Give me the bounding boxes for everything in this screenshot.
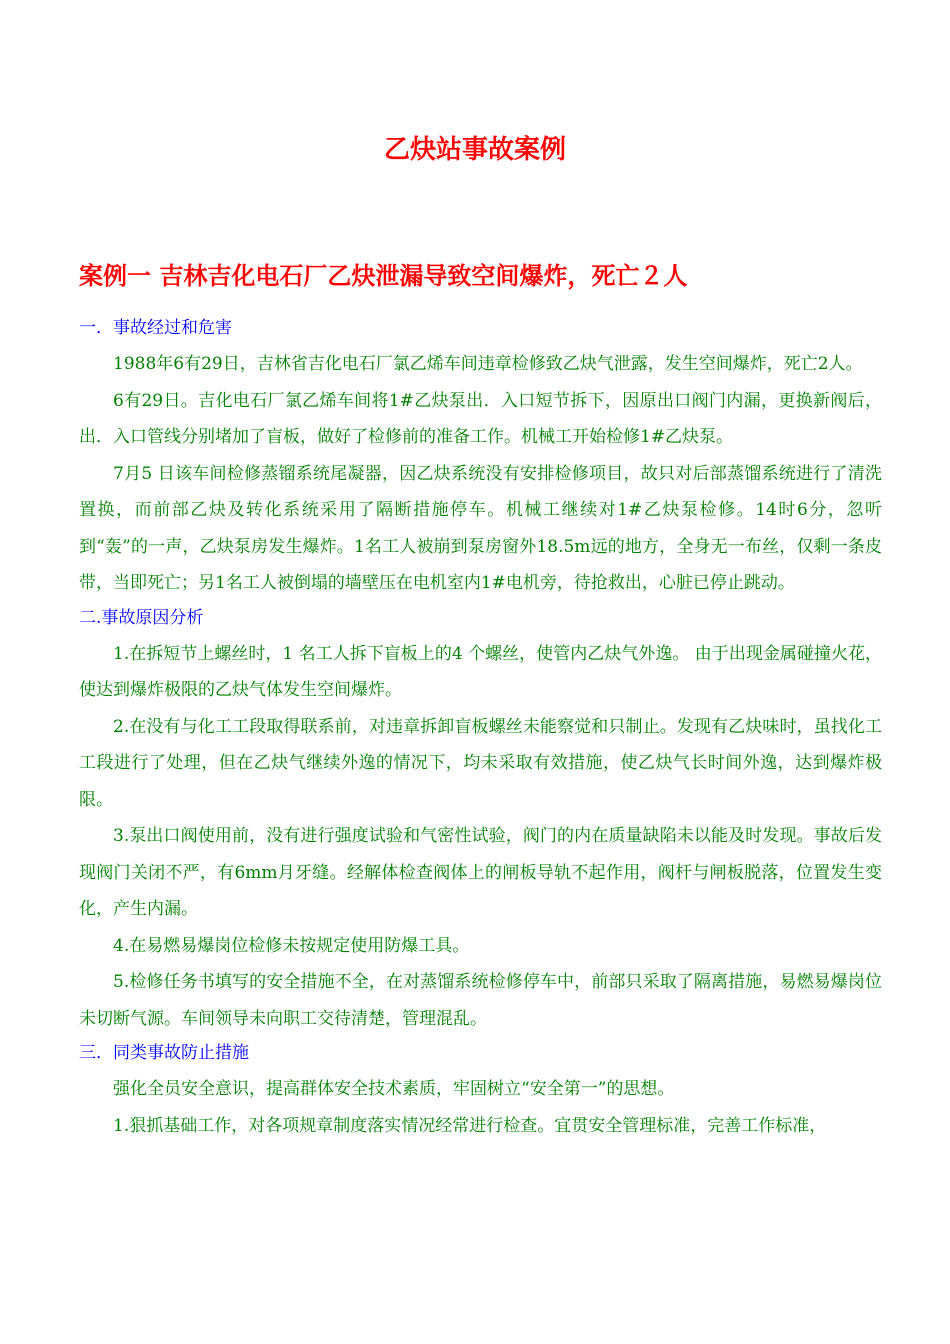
paragraph: 5.检修任务书填写的安全措施不全，在对蒸馏系统检修停车中，前部只采取了隔离措施，易燃易爆岗位未切断气源。车间领导未向职工交待清楚，管理混乱。 — [79, 972, 882, 1029]
section-heading-prevention: 三．同类事故防止措施 — [79, 1043, 249, 1063]
paragraph: 3.泵出口阀使用前，没有进行强度试验和气密性试验，阀门的内在质量缺陷未以能及时发现。事故后发现阀门关闭不严，有6mm月牙缝。经解体检查阀体上的闸板导轨不起作用，阀杆与闸板脱落，位置发生变化，产生内漏。 — [79, 826, 882, 919]
section-heading-cause-analysis: 二.事故原因分析 — [79, 607, 204, 628]
document-title: 乙炔站事故案例 — [383, 135, 566, 165]
paragraph: 1.狠抓基础工作，对各项规章制度落实情况经常进行检查。宜贯安全管理标准，完善工作标准， — [113, 1115, 827, 1136]
document-body — [79, 312, 882, 1144]
paragraph: 6有29日。吉化电石厂氯乙烯车间将1#乙炔泵出．入口短节拆下，因原出口阀门内漏，更换新阀后，出．入口管线分别堵加了盲板，做好了检修前的准备工作。机械工开始检修1#乙炔泵。 — [79, 390, 882, 447]
paragraph: 2.在没有与化工工段取得联系前，对违章拆卸盲板螺丝未能察觉和只制止。发现有乙炔味时，虽找化工工段进行了处理，但在乙炔气继续外逸的情况下，均未采取有效措施，使乙炔气长时间外逸，达到爆炸极限。 — [79, 716, 882, 810]
paragraph: 4.在易燃易爆岗位检修未按规定使用防爆工具。 — [113, 935, 470, 956]
paragraph: 1988年6有29日，吉林省吉化电石厂氯乙烯车间违章检修致乙炔气泄露，发生空间爆炸，死亡2人。 — [113, 354, 863, 374]
section-heading-incident: 一．事故经过和危害 — [79, 318, 232, 338]
paragraph: 7月5 日该车间检修蒸镏系统尾凝器，因乙炔系统没有安排检修项目，故只对后部蒸馏系统进行了清洗置换，而前部乙炔及转化系统采用了隔断措施停车。机械工继续对1#乙炔泵检修。14时6分，忽听到“轰”的一声，乙炔泵房发生爆炸。1名工人被崩到泵房窗外18.5m远的地方，全身无一布丝，仅剩一条皮带，当即死亡；另1名工人被倒塌的墙壁压在电机室内1#电机旁，待抢救出，心脏已停止跳动。 — [79, 463, 882, 593]
paragraph: 1.在拆短节上螺丝时，1 名工人拆下盲板上的4 个螺丝，使管内乙炔气外逸。 由于出现金属碰撞火花，使达到爆炸极限的乙炔气体发生空间爆炸。 — [79, 643, 882, 700]
paragraph: 强化全员安全意识，提高群体安全技术素质，牢固树立“安全第一”的思想。 — [113, 1079, 675, 1099]
case-title: 案例一 吉林吉化电石厂乙炔泄漏导致空间爆炸，死亡２人 — [79, 261, 688, 290]
